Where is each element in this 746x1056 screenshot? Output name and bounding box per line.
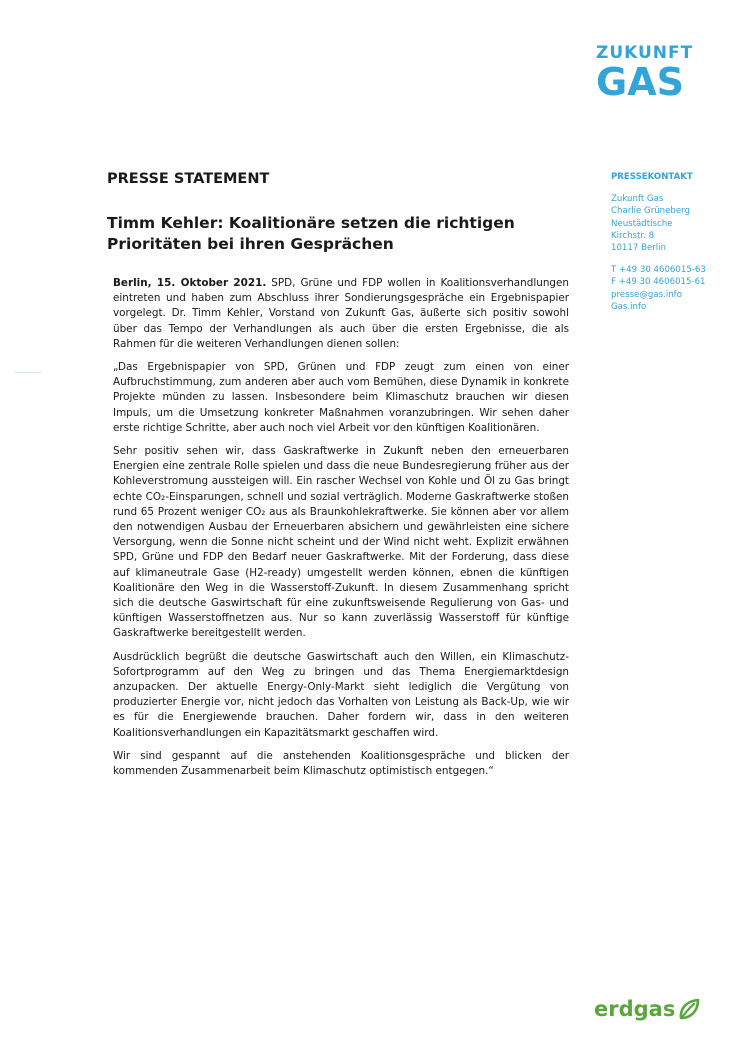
- contact-city: 10117 Berlin: [611, 243, 667, 254]
- contact-website-link[interactable]: Gas.info: [611, 301, 647, 312]
- contact-org: Zukunft Gas: [611, 194, 664, 205]
- erdgas-logo-text: erdgas: [594, 997, 676, 1021]
- contact-street-2: Kirchstr. 8: [611, 230, 655, 241]
- lead-text: SPD, Grüne und FDP wollen in Koalitionsverhandlungen eintreten und haben zum Abschluss ihrer Sondierungsgespräche ein Ergebnispapier vorgelegt. Dr. Timm Kehler, Vorstand von Zukunft Gas, äußerte sich positiv sowohl über das Tempo der Verhandlungen als auch über die ersten Ergebnisse, die als Rahmen für die weiteren Verhandlungen dienen sollen:: [113, 277, 569, 350]
- document-type: PRESSE STATEMENT: [107, 171, 270, 187]
- dateline: Berlin, 15. Oktober 2021.: [113, 277, 267, 289]
- body-paragraph: Ausdrücklich begrüßt die deutsche Gaswirtschaft auch den Willen, ein Klimaschutz-Sofortprogramm auf den Weg zu bringen und das Thema Energiemarktdesign anzupacken. Der aktuelle Energy-Only-Markt sieht lediglich die Vergütung von produzierter Energie vor, nicht jedoch das Vorhalten von Leistung als Back-Up, wie wir es für die Energiewende brauchen. Daher fordern wir, dass in den weiteren Koalitionsverhandlungen ein Kapazitätsmarkt geschaffen wird.: [113, 650, 569, 739]
- contact-phone: T +49 30 4606015-63: [611, 265, 706, 276]
- margin-mark: [15, 372, 41, 373]
- contact-fax: F +49 30 4606015-61: [611, 277, 706, 288]
- erdgas-logo: [594, 997, 701, 1021]
- contact-street-1: Neustädtische: [611, 218, 673, 229]
- logo-line-1: ZUKUNFT: [596, 43, 694, 63]
- lead-paragraph: [113, 276, 569, 352]
- contact-email-link[interactable]: presse@gas.info: [611, 289, 682, 300]
- contact-person: Charlie Grüneberg: [611, 206, 690, 217]
- press-contact-title: PRESSEKONTAKT: [611, 172, 693, 182]
- leaf-icon: [677, 997, 701, 1021]
- body-paragraph: Sehr positiv sehen wir, dass Gaskraftwerke in Zukunft neben den erneuerbaren Energien eine zentrale Rolle spielen und dass die neue Bundesregierung früher aus der Kohleverstromung aussteigen will. Ein rascher Wechsel von Kohle und Öl zu Gas bringt echte CO₂-Einsparungen, schnell und sozial verträglich. Moderne Gaskraftwerke stoßen rund 65 Prozent weniger CO₂ aus als Braunkohlekraftwerke. Sie können aber vor allem den notwendigen Ausbau der Erneuerbaren absichern und gewährleisten eine sichere Versorgung, wenn die Sonne nicht scheint und der Wind nicht weht. Explizit erwähnen SPD, Grüne und FDP den Bedarf neuer Gaskraftwerke. Mit der Forderung, dass diese auf klimaneutrale Gase (H2-ready) umgestellt werden können, ebnen die künftigen Koalitionäre den Weg in die Wasserstoff-Zukunft. In diesem Zusammenhang spricht sich die deutsche Gaswirtschaft für eine zukunftsweisende Regulierung von Gas- und künftigen Wasserstoffnetzen aus. Nur so kann zuverlässig Wasserstoff für künftige Gaskraftwerke bereitgestellt werden.: [113, 445, 569, 640]
- body-paragraph: „Das Ergebnispapier von SPD, Grünen und FDP zeugt zum einen von einer Aufbruchstimmung, zum anderen aber auch vom Bemühen, diese Dynamik in konkrete Projekte münden zu lassen. Insbesondere beim Klimaschutz brauchen wir diesen Impuls, um die Umsetzung konkreter Maßnahmen voranzubringen. Wir sehen daher erste richtige Schritte, aber auch noch viel Arbeit vor den künftigen Koalitionären.: [113, 361, 569, 434]
- press-contact: [611, 171, 736, 313]
- body-paragraph: Wir sind gespannt auf die anstehenden Koalitionsgespräche und blicken der kommenden Zusammenarbeit beim Klimaschutz optimistisch entgegen.“: [113, 749, 569, 778]
- headline: Timm Kehler: Koalitionäre setzen die richtigen Prioritäten bei ihren Gesprächen: [107, 214, 515, 253]
- body-text: [113, 276, 569, 787]
- zukunft-gas-logo: [596, 44, 696, 102]
- logo-line-2: GAS: [596, 60, 684, 104]
